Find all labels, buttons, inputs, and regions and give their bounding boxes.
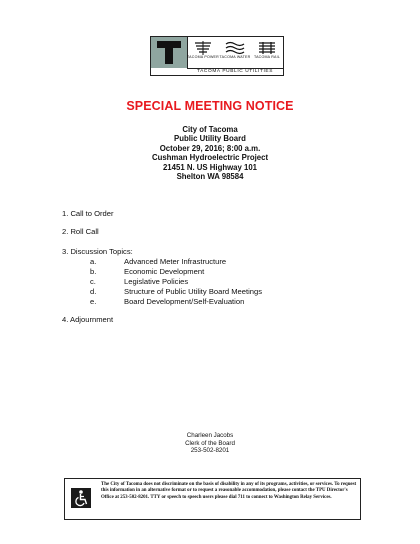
meeting-city: Shelton WA 98584 [176,172,244,182]
tacoma-public-utilities-logo [150,36,284,76]
topic-letter: c. [90,277,96,286]
logo-power [187,37,219,68]
agenda-item: 4. Adjournment [62,315,114,324]
topic-text: Structure of Public Utility Board Meetings [124,287,263,296]
water-icon [225,41,245,55]
logo-division-power: TACOMA POWER [187,55,219,59]
page-title: SPECIAL MEETING NOTICE [126,99,294,113]
t-letter-icon [156,40,182,65]
wheelchair-icon [71,488,91,508]
meeting-board: Public Utility Board [174,134,246,144]
logo-rail [251,37,283,68]
power-icon [193,41,213,55]
rail-icon [257,41,277,55]
topic-letter: d. [90,287,97,296]
agenda-item: 1. Call to Order [62,209,114,218]
signature-phone: 253-502-8201 [190,447,230,455]
meeting-datetime: October 29, 2016; 8:00 a.m. [159,143,261,153]
accessibility-text: The City of Tacoma does not discriminate on the basis of disability in any of its programs, activities, or services. To request this information in an alternative format or to request a reasonable accommodation, please contact the TPU Director's Office at 253-502-8201. TTY or speech to speech users please dial 711 to connect to Washington Relay Services. [101,482,357,500]
logo-division-water: TACOMA WATER [219,55,251,59]
meeting-details [0,125,420,181]
logo-water [219,37,251,68]
topic-letter: e. [90,297,97,306]
topic-text: Advanced Meter Infrastructure [124,257,227,266]
logo-division-rail: TACOMA RAIL [253,55,281,59]
meeting-address: 21451 N. US Highway 101 [162,162,258,172]
agenda-item: 2. Roll Call [62,227,99,236]
signature-block [0,432,420,455]
logo-banner: TACOMA PUBLIC UTILITIES [187,68,283,75]
topic-letter: a. [90,257,97,266]
accessibility-notice [64,478,361,520]
topic-text: Economic Development [124,267,205,276]
meeting-org: City of Tacoma [182,125,238,134]
topic-letter: b. [90,267,97,276]
signature-name: Charleen Jacobs [186,432,234,439]
logo-t-mark [151,37,188,68]
meeting-venue: Cushman Hydroelectric Project [151,153,269,163]
agenda-item: 3. Discussion Topics: [62,247,133,256]
signature-title: Clerk of the Board [185,439,235,447]
topic-text: Board Development/Self-Evaluation [124,297,245,306]
topic-text: Legislative Policies [124,277,189,286]
